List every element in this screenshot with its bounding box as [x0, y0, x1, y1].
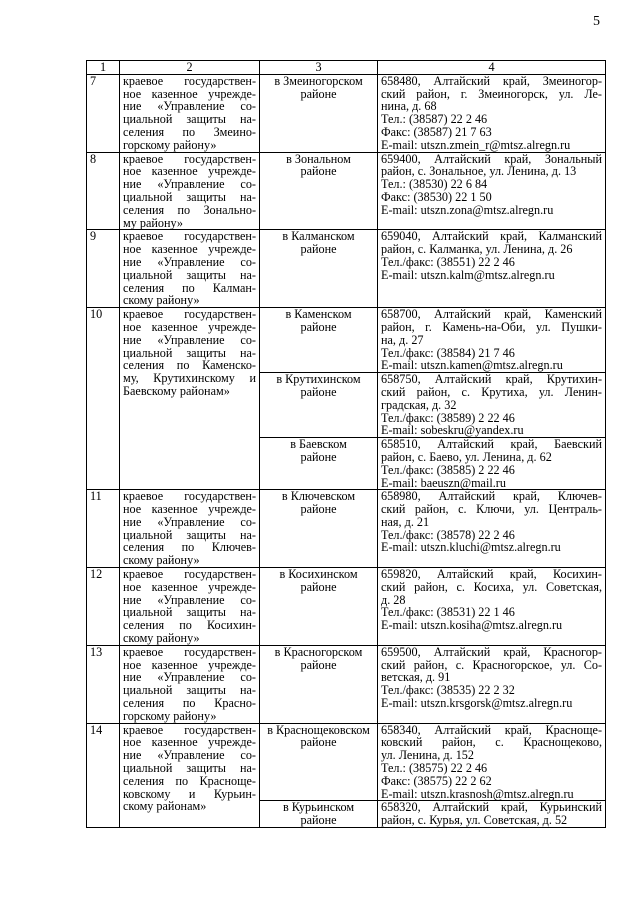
organization-line: селения по Ключев-: [123, 540, 256, 555]
contact-line: 659040, Алтайский край, Калманский: [381, 229, 602, 244]
row-number: 13: [87, 645, 120, 723]
table-row: [87, 490, 606, 568]
organization-line: краевое государствен-: [123, 567, 256, 582]
table-row: [87, 152, 606, 230]
contact-line: E-mail: utszn.kalm@mtsz.alregn.ru: [381, 267, 555, 282]
header-cell-3: 3: [260, 61, 378, 75]
district-line: районе: [300, 319, 337, 334]
table-row: [87, 308, 606, 373]
contact-cell: [378, 645, 606, 723]
organization-line: скому району»: [123, 631, 200, 646]
organization-line: ние «Управление со-: [123, 177, 256, 192]
contact-cell: [378, 568, 606, 646]
row-number: 14: [87, 723, 120, 827]
contact-line: Тел.: (38587) 22 2 46: [381, 112, 488, 127]
contact-line: ский район, г. Змеиногорск, ул. Ле-: [381, 86, 602, 101]
contact-line: 659400, Алтайский край, Зональный: [381, 151, 602, 166]
contact-line: 658480, Алтайский край, Змеиногор-: [381, 73, 602, 88]
contact-line: E-mail: utszn.kamen@mtsz.alregn.ru: [381, 358, 563, 373]
contact-line: градская, д. 32: [381, 397, 457, 412]
contact-line: Тел./факс: (38551) 22 2 46: [381, 254, 515, 269]
organization-line: краевое государствен-: [123, 644, 256, 659]
contact-line: E-mail: utszn.zmein_r@mtsz.alregn.ru: [381, 137, 571, 152]
organization-line: селения по Красноще-: [123, 773, 256, 788]
district-cell: [260, 438, 378, 490]
organization-line: ное казенное учрежде-: [123, 86, 256, 101]
contact-line: Факс: (38575) 22 2 62: [381, 773, 492, 788]
header-row: [87, 61, 606, 75]
district-cell: [260, 645, 378, 723]
organization-line: ное казенное учрежде-: [123, 735, 256, 750]
contact-line: 658700, Алтайский край, Каменский: [381, 307, 602, 322]
district-line: районе: [300, 384, 337, 399]
district-cell: [260, 568, 378, 646]
contact-cell: [378, 723, 606, 801]
contact-line: ский район, с. Ключи, ул. Централь-: [381, 502, 602, 517]
district-line: районе: [300, 579, 337, 594]
organization-line: циальной защиты на-: [123, 112, 256, 127]
table-row: [87, 568, 606, 646]
table-row: [87, 645, 606, 723]
organization-line: ние «Управление со-: [123, 332, 256, 347]
page-number: 5: [593, 14, 600, 29]
contact-cell: [378, 74, 606, 152]
row-number: 7: [87, 74, 120, 152]
row-number: 10: [87, 308, 120, 490]
district-cell: [260, 723, 378, 801]
district-line: в Зональном: [286, 151, 351, 166]
district-line: в Змеиногорском: [274, 73, 363, 88]
contact-cell: [378, 438, 606, 490]
table-row: [87, 723, 606, 801]
contact-line: Тел./факс: (38584) 21 7 46: [381, 345, 515, 360]
district-line: в Красногорском: [274, 644, 363, 659]
contact-line: Тел./факс: (38531) 22 1 46: [381, 605, 515, 620]
organization-line: ное казенное учрежде-: [123, 164, 256, 179]
organization-line: циальной защиты на-: [123, 267, 256, 282]
organization-line: циальной защиты на-: [123, 761, 256, 776]
organization-line: ное казенное учрежде-: [123, 319, 256, 334]
contact-line: 658340, Алтайский край, Краснощe-: [381, 722, 602, 737]
contact-cell: [378, 490, 606, 568]
organization-line: скому районам»: [123, 799, 207, 814]
contact-cell: [378, 152, 606, 230]
organization-line: ное казенное учрежде-: [123, 242, 256, 257]
contact-line: Тел./факс: (38535) 22 2 32: [381, 683, 515, 698]
district-line: в Калманском: [282, 229, 355, 244]
contact-cell: [378, 308, 606, 373]
district-line: районе: [300, 242, 337, 257]
organization-line: ние «Управление со-: [123, 748, 256, 763]
organization-line: му району»: [123, 215, 183, 230]
district-cell: [260, 308, 378, 373]
contact-cell: [378, 801, 606, 828]
organization-line: селения по Змеино-: [123, 124, 256, 139]
contact-line: Тел.: (38575) 22 2 46: [381, 761, 488, 776]
organization-line: селения по Зонально-: [123, 202, 256, 217]
district-line: районе: [300, 164, 337, 179]
organization-line: ковскому и Курьин-: [123, 786, 256, 801]
contact-line: E-mail: sobeskru@yandex.ru: [381, 423, 524, 438]
contact-line: ковский район, с. Краснощеково,: [381, 735, 602, 750]
organization-line: горскому району»: [123, 137, 217, 152]
organization-line: ние «Управление со-: [123, 592, 256, 607]
organization-line: ное казенное учрежде-: [123, 579, 256, 594]
district-line: в Ключевском: [281, 489, 356, 504]
district-cell: [260, 230, 378, 308]
organization-line: циальной защиты на-: [123, 345, 256, 360]
table-row: [87, 230, 606, 308]
organization-line: скому району»: [123, 553, 200, 568]
organization-line: селения по Калман-: [123, 280, 256, 295]
organization-line: краевое государствен-: [123, 722, 256, 737]
organization-cell: [120, 490, 260, 568]
organization-line: му, Крутихинскому и: [123, 371, 256, 386]
organization-line: ние «Управление со-: [123, 254, 256, 269]
district-cell: [260, 373, 378, 438]
district-line: районе: [300, 449, 337, 464]
row-number: 12: [87, 568, 120, 646]
district-line: в Курьинском: [282, 800, 355, 815]
header-cell-4: 4: [378, 61, 606, 75]
organization-line: краевое государствен-: [123, 229, 256, 244]
contact-line: 658980, Алтайский край, Ключев-: [381, 489, 602, 504]
organization-line: краевое государствен-: [123, 307, 256, 322]
row-number: 8: [87, 152, 120, 230]
contact-line: 659500, Алтайский край, Красногор-: [381, 644, 602, 659]
contact-line: Тел.: (38530) 22 6 84: [381, 177, 488, 192]
contact-line: Факс: (38530) 22 1 50: [381, 189, 492, 204]
contact-line: 658510, Алтайский край, Баевский: [381, 437, 602, 452]
contact-line: E-mail: utszn.zona@mtsz.alregn.ru: [381, 202, 554, 217]
header-cell-1: 1: [87, 61, 120, 75]
organization-cell: [120, 645, 260, 723]
organization-cell: [120, 230, 260, 308]
contact-line: 658320, Алтайский край, Курьинский: [381, 800, 602, 815]
district-cell: [260, 490, 378, 568]
row-number: 11: [87, 490, 120, 568]
district-line: в Крутихинском: [276, 372, 361, 387]
organization-cell: [120, 568, 260, 646]
header-cell-2: 2: [120, 61, 260, 75]
organization-line: ние «Управление со-: [123, 99, 256, 114]
table-body: [87, 61, 606, 828]
contact-cell: [378, 230, 606, 308]
district-line: районе: [300, 502, 337, 517]
organization-line: селения по Косихин-: [123, 618, 256, 633]
contact-line: E-mail: baeuszn@mail.ru: [381, 475, 506, 490]
district-cell: [260, 801, 378, 828]
contact-line: д. 28: [381, 592, 406, 607]
contact-line: Факс: (38587) 21 7 63: [381, 124, 492, 139]
row-number: 9: [87, 230, 120, 308]
organization-line: селения по Красно-: [123, 696, 256, 711]
contact-line: район, с. Курья, ул. Советская, д. 52: [381, 813, 568, 828]
district-line: в Баевском: [290, 437, 347, 452]
contact-line: Тел./факс: (38585) 2 22 46: [381, 462, 515, 477]
contact-line: 658750, Алтайский край, Крутихин-: [381, 372, 602, 387]
contact-cell: [378, 373, 606, 438]
contact-line: E-mail: utszn.kosiha@mtsz.alregn.ru: [381, 618, 563, 633]
organization-line: скому району»: [123, 293, 200, 308]
organization-line: циальной защиты на-: [123, 683, 256, 698]
contact-line: район, с. Зональное, ул. Ленина, д. 13: [381, 164, 577, 179]
contact-line: ная, д. 21: [381, 514, 430, 529]
organization-line: ное казенное учрежде-: [123, 502, 256, 517]
contact-line: Тел./факс: (38578) 22 2 46: [381, 527, 515, 542]
organization-line: селения по Каменско-: [123, 358, 256, 373]
organization-line: Баевскому районам»: [123, 383, 230, 398]
contact-line: E-mail: utszn.krsgorsk@mtsz.alregn.ru: [381, 696, 573, 711]
district-cell: [260, 74, 378, 152]
district-line: районе: [300, 735, 337, 750]
contact-line: район, с. Калманка, ул. Ленина, д. 26: [381, 242, 573, 257]
contacts-table: [86, 60, 606, 828]
organization-line: циальной защиты на-: [123, 605, 256, 620]
organization-line: ние «Управление со-: [123, 670, 256, 685]
district-line: районе: [300, 813, 337, 828]
contact-line: E-mail: utszn.kluchi@mtsz.alregn.ru: [381, 540, 561, 555]
contact-line: нина, д. 68: [381, 99, 437, 114]
district-line: в Косихинском: [279, 567, 358, 582]
organization-cell: [120, 308, 260, 490]
organization-line: краевое государствен-: [123, 151, 256, 166]
contact-line: ул. Ленина, д. 152: [381, 748, 474, 763]
district-line: в Краснощековском: [267, 722, 370, 737]
contact-line: район, г. Камень-на-Оби, ул. Пушки-: [381, 319, 602, 334]
district-line: районе: [300, 657, 337, 672]
district-cell: [260, 152, 378, 230]
contact-line: Тел./факс: (38589) 2 22 46: [381, 410, 515, 425]
contact-line: район, с. Баево, ул. Ленина, д. 62: [381, 449, 552, 464]
organization-cell: [120, 152, 260, 230]
contact-line: на, д. 27: [381, 332, 424, 347]
organization-line: ние «Управление со-: [123, 514, 256, 529]
contact-line: ветская, д. 91: [381, 670, 451, 685]
contact-line: ский район, с. Крутиха, ул. Ленин-: [381, 384, 602, 399]
district-line: в Каменском: [285, 307, 352, 322]
contact-line: ский район, с. Косиха, ул. Советская,: [381, 579, 602, 594]
organization-line: ное казенное учрежде-: [123, 657, 256, 672]
organization-line: краевое государствен-: [123, 489, 256, 504]
organization-line: циальной защиты на-: [123, 189, 256, 204]
organization-line: горскому району»: [123, 708, 217, 723]
contact-line: 659820, Алтайский край, Косихин-: [381, 567, 602, 582]
contact-line: E-mail: utszn.krasnosh@mtsz.alregn.ru: [381, 786, 574, 801]
table-row: [87, 74, 606, 152]
contact-line: ский район, с. Красногорское, ул. Со-: [381, 657, 602, 672]
organization-line: циальной защиты на-: [123, 527, 256, 542]
organization-cell: [120, 723, 260, 827]
district-line: районе: [300, 86, 337, 101]
organization-cell: [120, 74, 260, 152]
organization-line: краевое государствен-: [123, 73, 256, 88]
